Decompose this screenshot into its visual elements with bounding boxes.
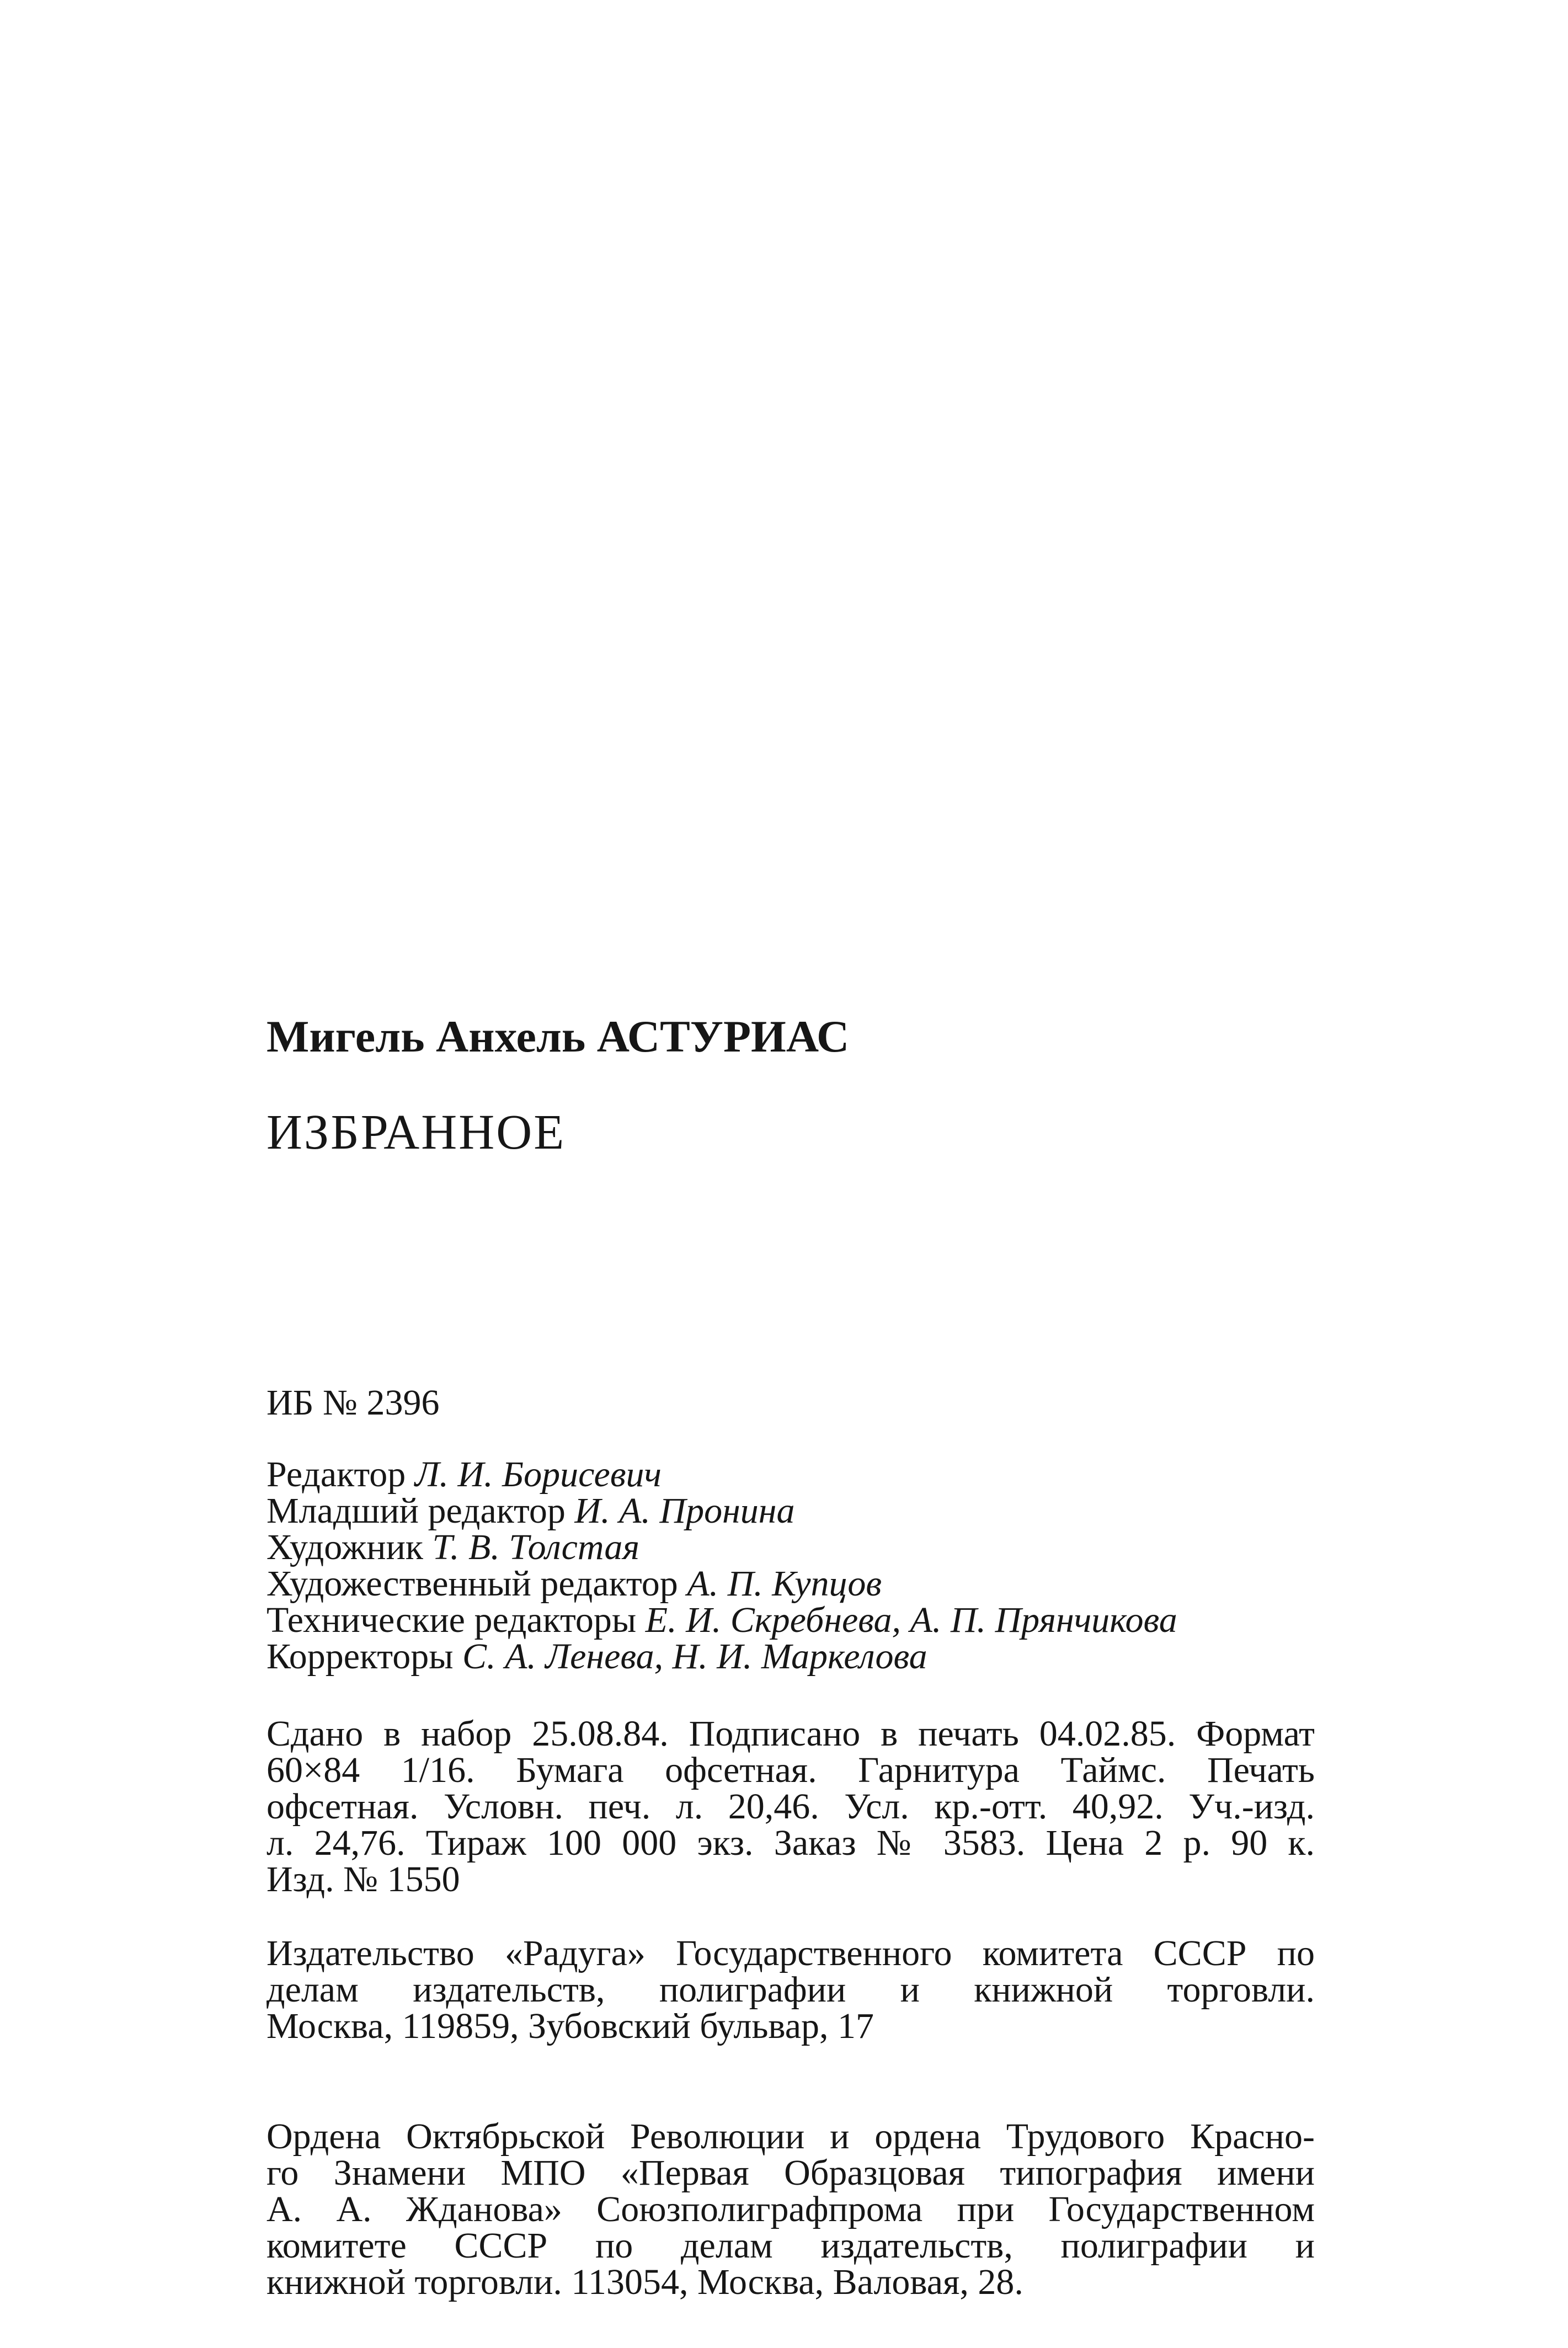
printer-line: комитете СССР по делам издательств, полиграфии и (266, 2226, 1315, 2266)
credit-name: А. П. Купцов (687, 1563, 882, 1604)
credit-junior-editor (266, 1493, 1315, 1529)
printer-paragraph (266, 2118, 1315, 2301)
credit-name: С. А. Ленева, Н. И. Маркелова (462, 1636, 927, 1677)
credit-role: Корректоры (266, 1636, 454, 1677)
ib-number: ИБ № 2396 (266, 1383, 440, 1423)
credit-name: И. А. Пронина (574, 1491, 795, 1531)
credit-art-editor (266, 1563, 1315, 1604)
credit-role: Младший редактор (266, 1491, 566, 1531)
printer-line: книжной торговли. 113054, Москва, Валовая, 28. (266, 2262, 1023, 2302)
printer-line: Ордена Октябрьской Революции и ордена Трудового Красно- (266, 2116, 1315, 2157)
print-info-line: Сдано в набор 25.08.84. Подписано в печать 04.02.85. Формат (266, 1714, 1315, 1754)
credit-proofreaders (266, 1636, 1315, 1677)
publisher-line: Москва, 119859, Зубовский бульвар, 17 (266, 2006, 874, 2046)
print-info-paragraph (266, 1716, 1315, 1898)
publisher-line: Издательство «Радуга» Государственного комитета СССР по (266, 1933, 1315, 1973)
print-info-line: офсетная. Условн. печ. л. 20,46. Усл. кр.-отт. 40,92. Уч.-изд. (266, 1786, 1315, 1827)
credit-editor (266, 1456, 1315, 1493)
author-name: Мигель Анхель АСТУРИАС (266, 1011, 850, 1061)
publisher-line: делам издательств, полиграфии и книжной торговли. (266, 1970, 1315, 2010)
credit-role: Технические редакторы (266, 1600, 637, 1640)
publisher-paragraph (266, 1935, 1315, 2045)
credit-artist (266, 1529, 1315, 1566)
print-info-line: л. 24,76. Тираж 100 000 экз. Заказ № 3583. Цена 2 р. 90 к. (266, 1823, 1315, 1863)
printer-line: го Знамени МПО «Первая Образцовая типография имени (266, 2153, 1315, 2193)
print-info-line: Изд. № 1550 (266, 1859, 460, 1899)
credit-role: Редактор (266, 1454, 406, 1495)
credit-name: Т. В. Толстая (432, 1527, 640, 1567)
print-info-line: 60×84 1/16. Бумага офсетная. Гарнитура Таймс. Печать (266, 1750, 1315, 1790)
credits-list (266, 1456, 1315, 1675)
book-title: ИЗБРАННОЕ (266, 1105, 566, 1160)
credit-role: Художник (266, 1527, 423, 1567)
credit-name: Е. И. Скребнева, А. П. Прянчикова (645, 1600, 1177, 1640)
credit-name: Л. И. Борисевич (414, 1454, 662, 1495)
printer-line: А. А. Жданова» Союзполиграфпрома при Государственном (266, 2189, 1315, 2229)
credit-technical-editors (266, 1602, 1315, 1639)
credit-role: Художественный редактор (266, 1563, 678, 1604)
